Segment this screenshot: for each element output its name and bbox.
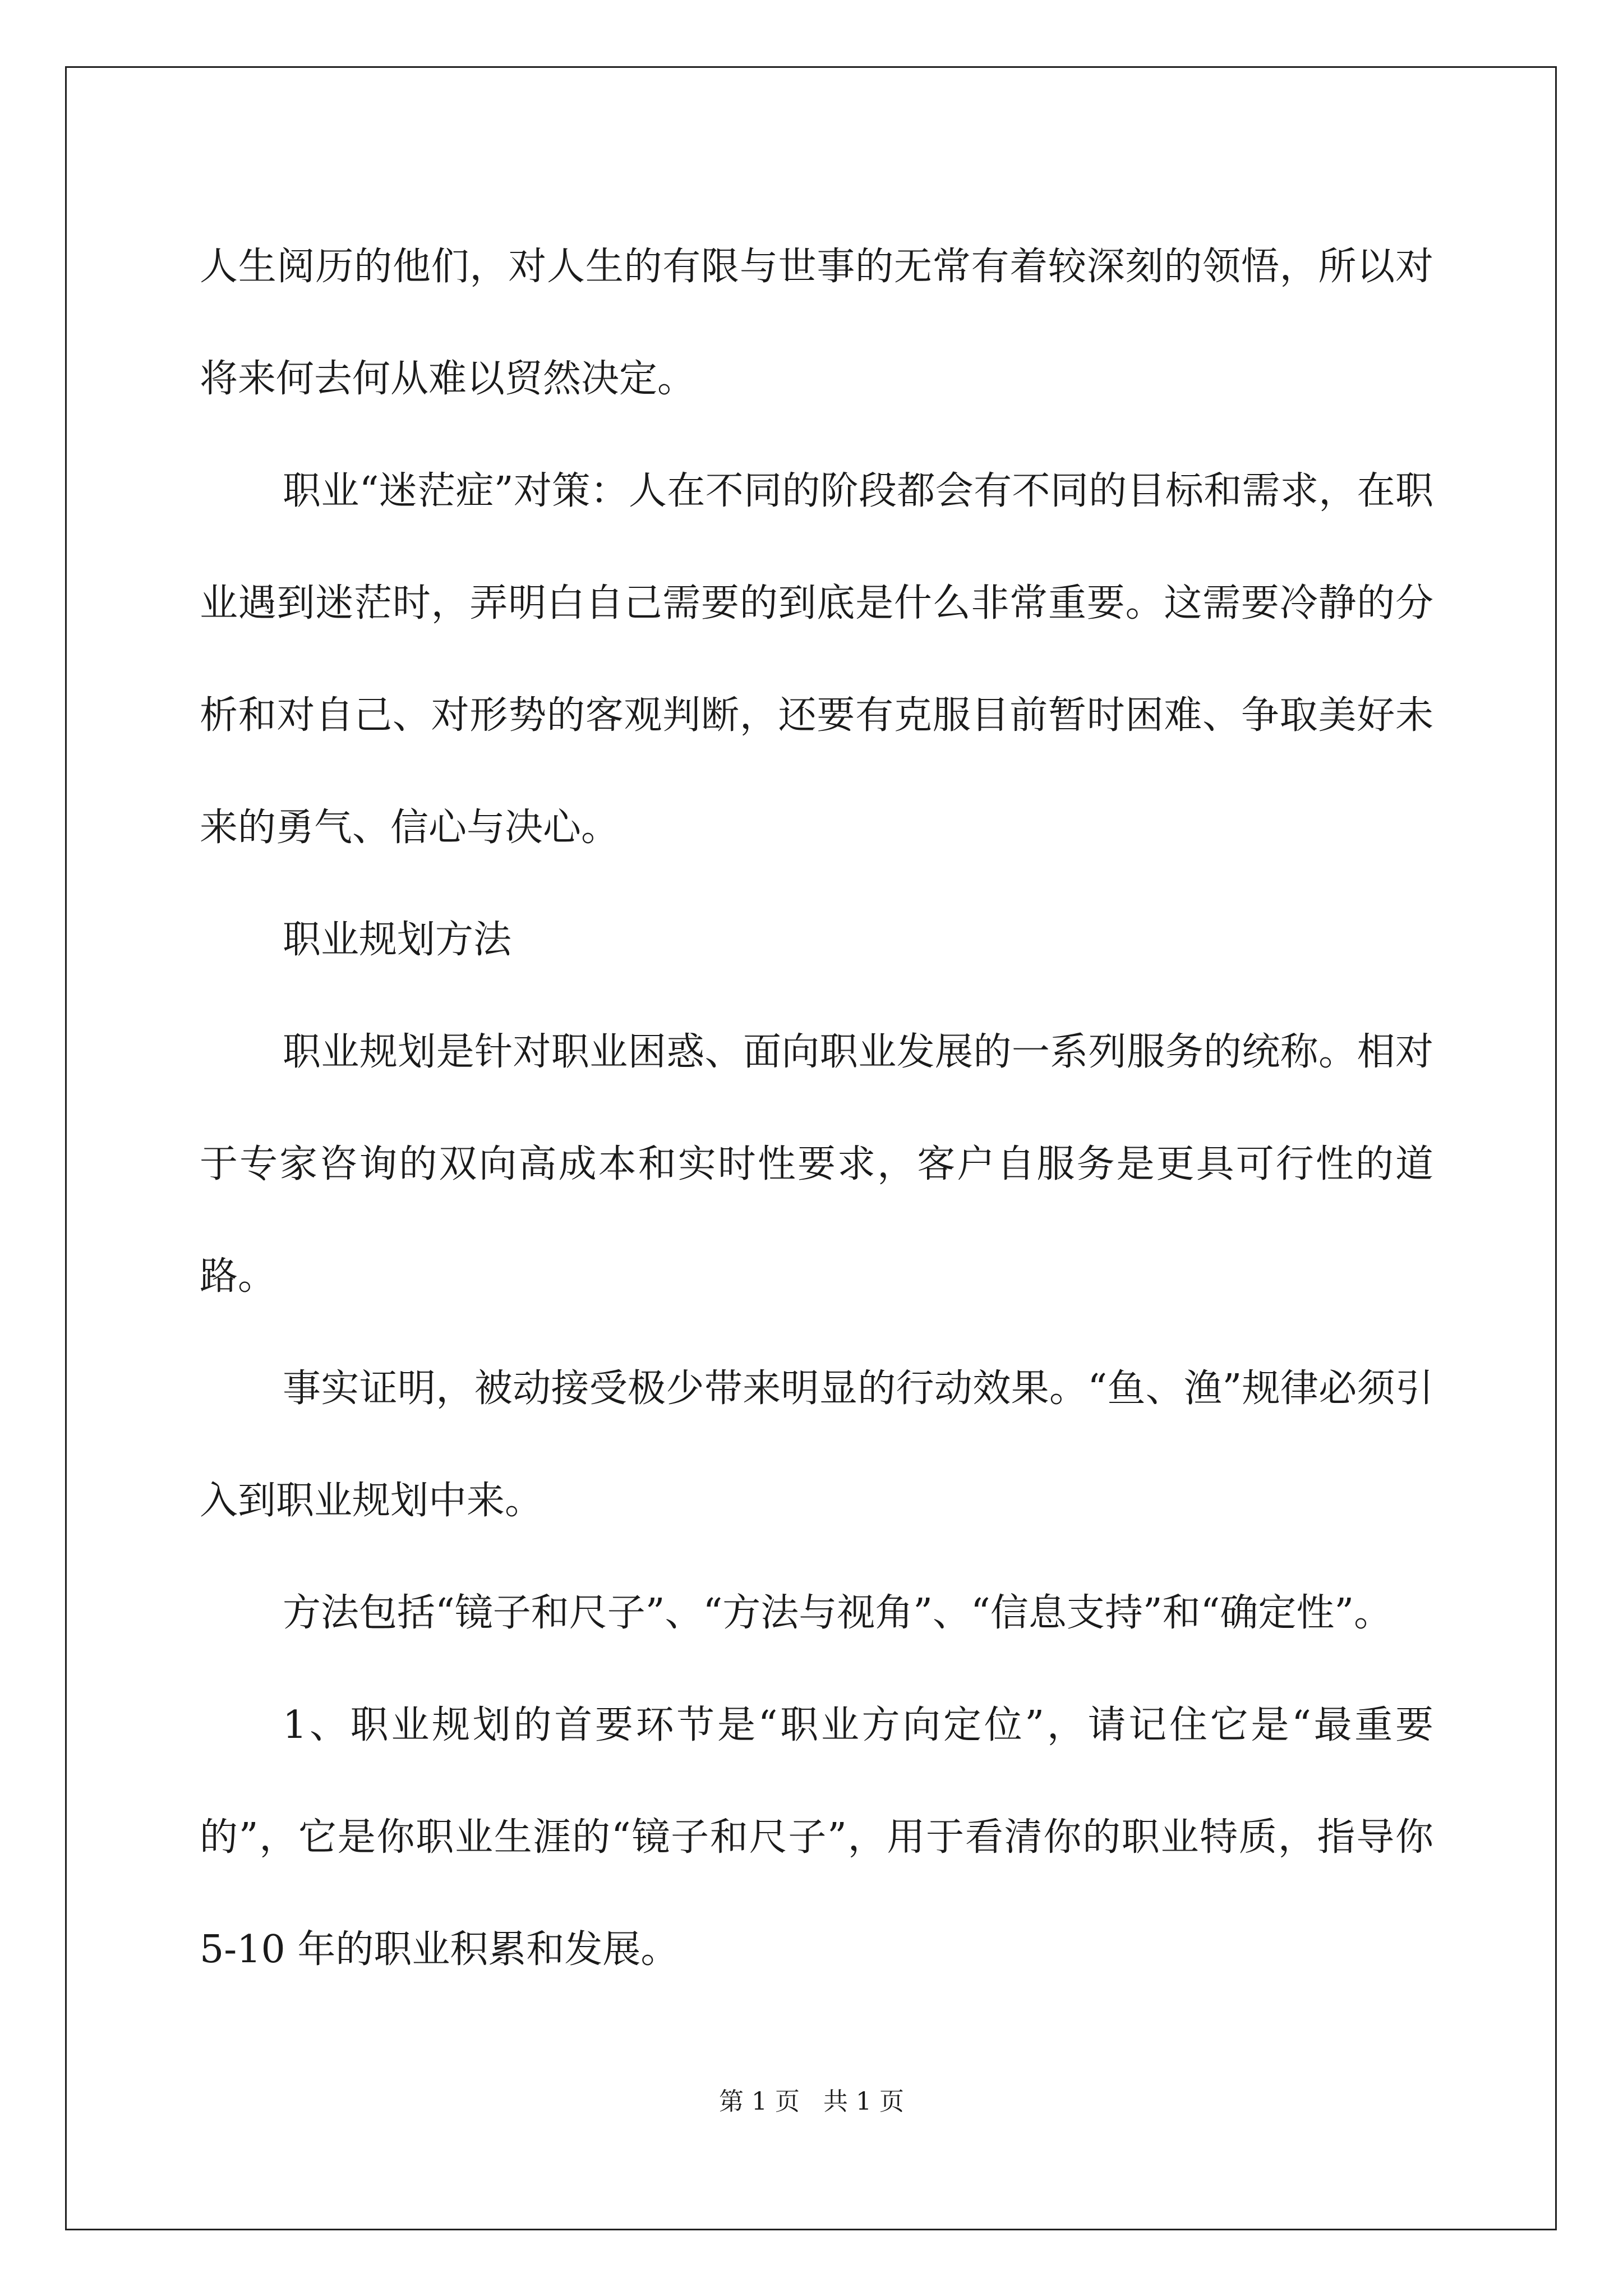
document-body xyxy=(200,211,1433,2006)
paragraph-1: 人生阅历的他们，对人生的有限与世事的无常有着较深刻的领悟，所以对将来何去何从难以贸然决定。 xyxy=(200,245,1433,401)
paragraph-6: 1、职业规划的首要环节是“职业方向定位”，请记住它是“最重要的”，它是你职业生涯的“镜子和尺子”，用于看清你的职业特质，指导你 5-10 年的职业积累和发展。 xyxy=(200,1703,1433,1972)
paragraph-4: 事实证明，被动接受极少带来明显的行动效果。“鱼、渔”规律必须引入到职业规划中来。 xyxy=(200,1366,1433,1523)
page-number-footer: 第 1 页 共 1 页 xyxy=(719,2087,904,2116)
paragraph-2: 职业“迷茫症”对策：人在不同的阶段都会有不同的目标和需求，在职业遇到迷茫时，弄明白自己需要的到底是什么非常重要。这需要冷静的分析和对自己、对形势的客观判断，还要有克服目前暂时困难、争取美好未来的勇气、信心与决心。 xyxy=(200,469,1433,850)
paragraph-3: 职业规划是针对职业困惑、面向职业发展的一系列服务的统称。相对于专家咨询的双向高成本和实时性要求，客户自服务是更具可行性的道路。 xyxy=(200,1030,1433,1299)
section-heading: 职业规划方法 xyxy=(283,918,512,962)
paragraph-5: 方法包括“镜子和尺子”、“方法与视角”、“信息支持”和“确定性”。 xyxy=(283,1591,1393,1635)
